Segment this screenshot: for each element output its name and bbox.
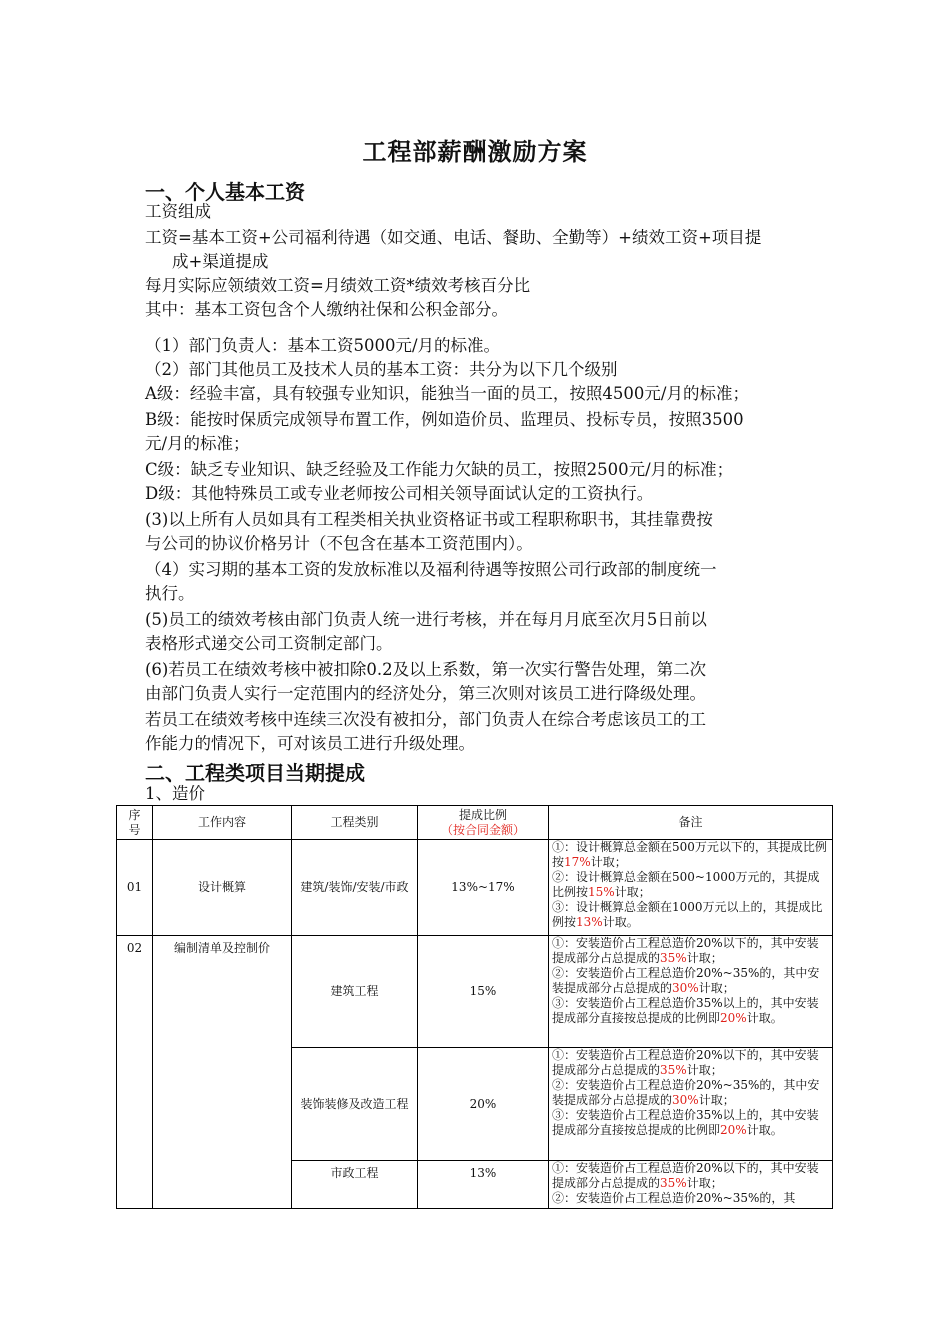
paragraph-line: D级：其他特殊员工或专业老师按公司相关领导面试认定的工资执行。 — [145, 484, 654, 503]
row2c-category: 市政工程 — [291, 1160, 418, 1209]
document-title: 工程部薪酬激励方案 — [362, 138, 588, 166]
paragraph-line: A级：经验丰富，具有较强专业知识，能独当一面的员工，按照4500元/月的标准； — [145, 384, 749, 403]
section1-heading: 一、个人基本工资 — [145, 180, 305, 204]
header-ratio-note: （按合同金额） — [440, 822, 525, 837]
row2b-ratio: 20% — [417, 1047, 549, 1161]
remark-line: ①：安装造价占工程总造价20%以下的，其中安装提成部分占总提成的35%计取； — [552, 936, 819, 965]
paragraph-line: 其中：基本工资包含个人缴纳社保和公积金部分。 — [145, 300, 508, 319]
paragraph-line: 与公司的协议价格另计（不包含在基本工资范围内）。 — [145, 534, 533, 553]
header-remark: 备注 — [548, 805, 833, 840]
header-content: 工作内容 — [152, 805, 292, 840]
row2-seq: 02 — [116, 935, 153, 1209]
header-seq: 序号 — [116, 805, 153, 840]
paragraph-line: 表格形式递交公司工资制定部门。 — [145, 634, 393, 653]
paragraph-line: 由部门负责人实行一定范围内的经济处分，第三次则对该员工进行降级处理。 — [145, 684, 706, 703]
paragraph-line: 工资组成 — [145, 202, 211, 221]
paragraph-line: B级：能按时保质完成领导布置工作，例如造价员、监理员、投标专员，按照3500 — [145, 410, 744, 429]
paragraph-line: 元/月的标准； — [145, 434, 250, 453]
paragraph-line: 若员工在绩效考核中连续三次没有被扣分，部门负责人在综合考虑该员工的工 — [145, 710, 706, 729]
row2b-category: 装饰装修及改造工程 — [291, 1047, 418, 1161]
paragraph-line: （4）实习期的基本工资的发放标准以及福利待遇等按照公司行政部的制度统一 — [145, 560, 717, 579]
remark-line: ③：设计概算总金额在1000万元以上的，其提成比例按13%计取。 — [552, 900, 823, 929]
paragraph-line: 每月实际应领绩效工资=月绩效工资*绩效考核百分比 — [145, 276, 531, 295]
remark-line: ②：设计概算总金额在500~1000万元的，其提成比例按15%计取； — [552, 870, 820, 899]
remark-line: ③：安装造价占工程总造价35%以上的，其中安装提成部分直接按总提成的比例即20%计取。 — [552, 996, 819, 1025]
paragraph-line: C级：缺乏专业知识、缺乏经验及工作能力欠缺的员工，按照2500元/月的标准； — [145, 460, 734, 479]
row1-category: 建筑/装饰/安装/市政 — [291, 839, 418, 936]
row2b-remark — [548, 1047, 833, 1161]
row2c-remark — [548, 1160, 833, 1209]
row1-ratio: 13%~17% — [417, 839, 549, 936]
paragraph-line: （2）部门其他员工及技术人员的基本工资：共分为以下几个级别 — [145, 360, 618, 379]
remark-line: ②：安装造价占工程总造价20%~35%的，其 — [552, 1191, 796, 1205]
section2-heading: 二、工程类项目当期提成 — [145, 761, 365, 785]
row1-remark — [548, 839, 833, 936]
paragraph-line: 成+渠道提成 — [172, 252, 269, 271]
row2a-ratio: 15% — [417, 935, 549, 1048]
paragraph-line: 作能力的情况下，可对该员工进行升级处理。 — [145, 734, 475, 753]
remark-line: ②：安装造价占工程总造价20%~35%的，其中安装提成部分占总提成的30%计取； — [552, 966, 820, 995]
row2a-category: 建筑工程 — [291, 935, 418, 1048]
row1-seq: 01 — [116, 839, 153, 936]
paragraph-line: (3)以上所有人员如具有工程类相关执业资格证书或工程职称职书，其挂靠费按 — [145, 510, 713, 529]
row2-content: 编制清单及控制价 — [152, 935, 292, 1209]
remark-line: ③：安装造价占工程总造价35%以上的，其中安装提成部分直接按总提成的比例即20%计取。 — [552, 1108, 819, 1137]
row2a-remark — [548, 935, 833, 1048]
subsection-label: 1、造价 — [145, 784, 205, 803]
remark-line: ②：安装造价占工程总造价20%~35%的，其中安装提成部分占总提成的30%计取； — [552, 1078, 820, 1107]
row1-content: 设计概算 — [152, 839, 292, 936]
header-category: 工程类别 — [291, 805, 418, 840]
remark-line: ①：安装造价占工程总造价20%以下的，其中安装提成部分占总提成的35%计取； — [552, 1161, 819, 1190]
paragraph-line: (6)若员工在绩效考核中被扣除0.2及以上系数，第一次实行警告处理，第二次 — [145, 660, 707, 679]
paragraph-line: 工资=基本工资+公司福利待遇（如交通、电话、餐助、全勤等）+绩效工资+项目提 — [145, 228, 762, 247]
header-ratio — [417, 805, 549, 840]
header-ratio-label: 提成比例 — [458, 807, 507, 822]
remark-line: ①：设计概算总金额在500万元以下的，其提成比例按17%计取； — [552, 840, 827, 869]
row2c-ratio: 13% — [417, 1160, 549, 1209]
remark-line: ①：安装造价占工程总造价20%以下的，其中安装提成部分占总提成的35%计取； — [552, 1048, 819, 1077]
paragraph-line: （1）部门负责人：基本工资5000元/月的标准。 — [145, 336, 501, 355]
commission-table — [116, 805, 833, 1209]
paragraph-line: (5)员工的绩效考核由部门负责人统一进行考核，并在每月月底至次月5日前以 — [145, 610, 707, 629]
paragraph-line: 执行。 — [145, 584, 195, 603]
